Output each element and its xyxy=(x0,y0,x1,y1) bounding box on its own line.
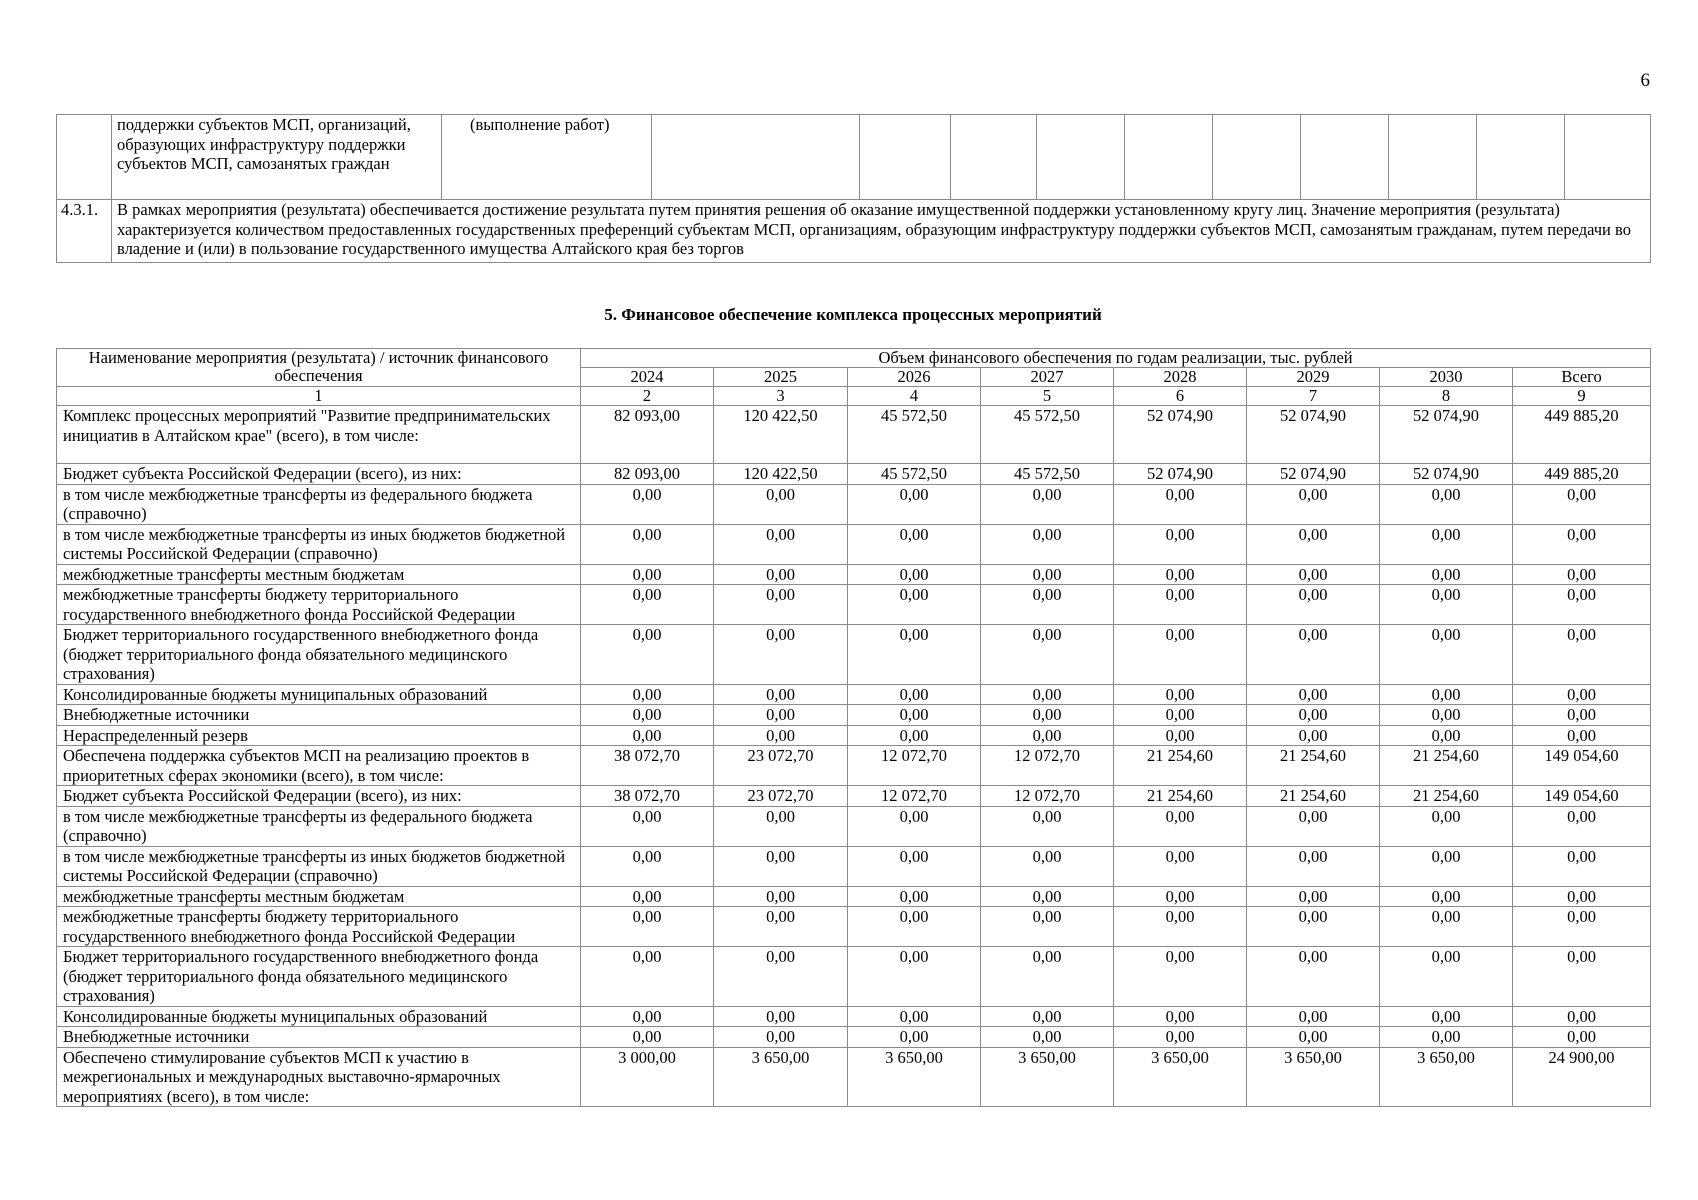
year-value-cell: 0,00 xyxy=(714,484,848,524)
year-value-cell: 0,00 xyxy=(848,725,981,746)
year-header: 2029 xyxy=(1247,368,1380,387)
year-value-cell: 45 572,50 xyxy=(848,406,981,464)
year-value-cell: 0,00 xyxy=(581,585,714,625)
empty-cell xyxy=(1565,115,1651,200)
total-header: Всего xyxy=(1513,368,1651,387)
column-number: 5 xyxy=(981,387,1114,406)
row-number-cell: 4.3.1. xyxy=(57,200,112,263)
year-value-cell: 3 000,00 xyxy=(581,1047,714,1107)
result-name-cell: поддержки субъектов МСП, организаций, образующих инфраструктуру поддержки субъектов МСП, самозанятых граждан xyxy=(112,115,442,200)
year-value-cell: 120 422,50 xyxy=(714,464,848,485)
year-value-cell: 120 422,50 xyxy=(714,406,848,464)
empty-cell xyxy=(1301,115,1389,200)
table-row xyxy=(57,200,1651,263)
total-value-cell: 0,00 xyxy=(1513,886,1651,907)
year-value-cell: 0,00 xyxy=(848,524,981,564)
row-label: Нераспределенный резерв xyxy=(57,725,581,746)
table-row xyxy=(57,585,1651,625)
total-value-cell: 449 885,20 xyxy=(1513,464,1651,485)
table-row xyxy=(57,806,1651,846)
row-label: в том числе межбюджетные трансферты из федерального бюджета (справочно) xyxy=(57,806,581,846)
year-value-cell: 0,00 xyxy=(848,947,981,1007)
year-value-cell: 0,00 xyxy=(1247,886,1380,907)
year-value-cell: 0,00 xyxy=(1247,725,1380,746)
table-row xyxy=(57,947,1651,1007)
year-value-cell: 0,00 xyxy=(1247,705,1380,726)
year-value-cell: 0,00 xyxy=(714,1027,848,1048)
row-label: в том числе межбюджетные трансферты из федерального бюджета (справочно) xyxy=(57,484,581,524)
year-value-cell: 0,00 xyxy=(1380,625,1513,685)
year-header: 2026 xyxy=(848,368,981,387)
year-value-cell: 0,00 xyxy=(1380,907,1513,947)
result-type-cell: (выполнение работ) xyxy=(442,115,652,200)
year-value-cell: 0,00 xyxy=(981,1006,1114,1027)
row-label: Бюджет субъекта Российской Федерации (всего), из них: xyxy=(57,464,581,485)
year-header: 2030 xyxy=(1380,368,1513,387)
row-label: Обеспечено стимулирование субъектов МСП к участию в межрегиональных и международных выставочно-ярмарочных мероприятиях (всего), в том числе: xyxy=(57,1047,581,1107)
year-value-cell: 3 650,00 xyxy=(1114,1047,1247,1107)
total-value-cell: 0,00 xyxy=(1513,947,1651,1007)
year-value-cell: 3 650,00 xyxy=(1247,1047,1380,1107)
year-value-cell: 52 074,90 xyxy=(1247,464,1380,485)
year-value-cell: 0,00 xyxy=(848,1027,981,1048)
row-label: Обеспечена поддержка субъектов МСП на реализацию проектов в приоритетных сферах экономики (всего), в том числе: xyxy=(57,746,581,786)
table-row xyxy=(57,1047,1651,1107)
empty-cell xyxy=(860,115,951,200)
table-row xyxy=(57,564,1651,585)
year-value-cell: 0,00 xyxy=(714,705,848,726)
total-value-cell: 0,00 xyxy=(1513,725,1651,746)
year-value-cell: 23 072,70 xyxy=(714,746,848,786)
year-value-cell: 0,00 xyxy=(1114,907,1247,947)
year-value-cell: 0,00 xyxy=(581,1006,714,1027)
year-value-cell: 0,00 xyxy=(581,1027,714,1048)
year-value-cell: 0,00 xyxy=(581,705,714,726)
year-value-cell: 3 650,00 xyxy=(848,1047,981,1107)
year-value-cell: 0,00 xyxy=(1380,725,1513,746)
column-number: 9 xyxy=(1513,387,1651,406)
year-header: 2028 xyxy=(1114,368,1247,387)
row-label: Бюджет территориального государственного внебюджетного фонда (бюджет территориального фонда обязательного медицинского страхования) xyxy=(57,625,581,685)
year-header: 2027 xyxy=(981,368,1114,387)
table-row xyxy=(57,886,1651,907)
year-value-cell: 0,00 xyxy=(581,846,714,886)
section-title: 5. Финансовое обеспечение комплекса процессных мероприятий xyxy=(604,305,1102,324)
year-value-cell: 0,00 xyxy=(714,907,848,947)
total-value-cell: 0,00 xyxy=(1513,625,1651,685)
year-value-cell: 52 074,90 xyxy=(1114,406,1247,464)
year-value-cell: 0,00 xyxy=(1247,484,1380,524)
year-value-cell: 0,00 xyxy=(581,564,714,585)
year-value-cell: 21 254,60 xyxy=(1114,746,1247,786)
year-value-cell: 0,00 xyxy=(1380,484,1513,524)
total-value-cell: 0,00 xyxy=(1513,484,1651,524)
year-value-cell: 0,00 xyxy=(1114,846,1247,886)
row-label: Внебюджетные источники xyxy=(57,1027,581,1048)
row-label: Комплекс процессных мероприятий "Развитие предпринимательских инициатив в Алтайском крае" (всего), в том числе: xyxy=(57,406,581,464)
year-value-cell: 0,00 xyxy=(848,684,981,705)
year-value-cell: 0,00 xyxy=(981,684,1114,705)
year-value-cell: 0,00 xyxy=(714,886,848,907)
year-value-cell: 52 074,90 xyxy=(1380,464,1513,485)
empty-cell xyxy=(1213,115,1301,200)
total-value-cell: 0,00 xyxy=(1513,705,1651,726)
year-value-cell: 0,00 xyxy=(1247,1027,1380,1048)
year-value-cell: 0,00 xyxy=(981,705,1114,726)
year-value-cell: 45 572,50 xyxy=(981,406,1114,464)
year-value-cell: 0,00 xyxy=(1380,886,1513,907)
year-value-cell: 0,00 xyxy=(1114,1027,1247,1048)
year-value-cell: 0,00 xyxy=(1114,564,1247,585)
year-value-cell: 52 074,90 xyxy=(1380,406,1513,464)
year-value-cell: 38 072,70 xyxy=(581,786,714,807)
year-value-cell: 0,00 xyxy=(981,585,1114,625)
year-value-cell: 0,00 xyxy=(714,585,848,625)
head-name-cell: Наименование мероприятия (результата) / источник финансового обеспечения xyxy=(57,349,581,387)
year-value-cell: 45 572,50 xyxy=(848,464,981,485)
year-value-cell: 52 074,90 xyxy=(1247,406,1380,464)
year-value-cell: 0,00 xyxy=(1247,564,1380,585)
year-value-cell: 0,00 xyxy=(714,625,848,685)
year-value-cell: 0,00 xyxy=(981,524,1114,564)
row-label: Бюджет территориального государственного внебюджетного фонда (бюджет территориального фонда обязательного медицинского страхования) xyxy=(57,947,581,1007)
year-value-cell: 82 093,00 xyxy=(581,464,714,485)
year-value-cell: 0,00 xyxy=(1380,806,1513,846)
year-value-cell: 38 072,70 xyxy=(581,746,714,786)
year-value-cell: 0,00 xyxy=(1380,947,1513,1007)
year-value-cell: 0,00 xyxy=(1114,524,1247,564)
year-value-cell: 0,00 xyxy=(1380,585,1513,625)
year-value-cell: 0,00 xyxy=(1380,1027,1513,1048)
column-number: 4 xyxy=(848,387,981,406)
year-value-cell: 21 254,60 xyxy=(1380,746,1513,786)
empty-cell xyxy=(1389,115,1477,200)
year-value-cell: 52 074,90 xyxy=(1114,464,1247,485)
year-value-cell: 0,00 xyxy=(714,524,848,564)
year-value-cell: 0,00 xyxy=(581,886,714,907)
year-value-cell: 0,00 xyxy=(1247,806,1380,846)
year-value-cell: 0,00 xyxy=(848,705,981,726)
year-value-cell: 0,00 xyxy=(714,1006,848,1027)
year-header: 2024 xyxy=(581,368,714,387)
row-label: межбюджетные трансферты бюджету территориального государственного внебюджетного фонда Российской Федерации xyxy=(57,585,581,625)
page-number: 6 xyxy=(1640,70,1650,91)
year-value-cell: 21 254,60 xyxy=(1247,786,1380,807)
row-label: в том числе межбюджетные трансферты из иных бюджетов бюджетной системы Российской Федерации (справочно) xyxy=(57,524,581,564)
year-value-cell: 0,00 xyxy=(848,907,981,947)
result-description-table xyxy=(56,114,1651,263)
row-label: Бюджет субъекта Российской Федерации (всего), из них: xyxy=(57,786,581,807)
year-value-cell: 0,00 xyxy=(1114,484,1247,524)
empty-cell xyxy=(1125,115,1213,200)
financing-table xyxy=(56,348,1651,1107)
year-value-cell: 45 572,50 xyxy=(981,464,1114,485)
header-row xyxy=(57,349,1651,368)
year-value-cell: 0,00 xyxy=(1114,725,1247,746)
table-row xyxy=(57,746,1651,786)
total-value-cell: 0,00 xyxy=(1513,1006,1651,1027)
empty-cell xyxy=(1037,115,1125,200)
year-value-cell: 0,00 xyxy=(848,1006,981,1027)
year-value-cell: 0,00 xyxy=(581,484,714,524)
year-value-cell: 0,00 xyxy=(981,725,1114,746)
year-value-cell: 0,00 xyxy=(1114,806,1247,846)
column-number-row xyxy=(57,387,1651,406)
column-number: 8 xyxy=(1380,387,1513,406)
year-value-cell: 0,00 xyxy=(981,484,1114,524)
year-value-cell: 0,00 xyxy=(581,907,714,947)
year-value-cell: 0,00 xyxy=(981,564,1114,585)
row-label: Внебюджетные источники xyxy=(57,705,581,726)
empty-cell xyxy=(652,115,860,200)
total-value-cell: 0,00 xyxy=(1513,684,1651,705)
year-value-cell: 0,00 xyxy=(714,806,848,846)
year-value-cell: 0,00 xyxy=(1247,907,1380,947)
year-value-cell: 0,00 xyxy=(1114,585,1247,625)
total-value-cell: 0,00 xyxy=(1513,806,1651,846)
year-value-cell: 0,00 xyxy=(1380,524,1513,564)
total-value-cell: 0,00 xyxy=(1513,907,1651,947)
year-value-cell: 12 072,70 xyxy=(981,746,1114,786)
result-description-cell: В рамках мероприятия (результата) обеспечивается достижение результата путем принятия решения об оказание имущественной поддержки установленному кругу лиц. Значение мероприятия (результата) характеризуется количеством предоставленных государственных преференций субъектам МСП, организациям, образующим инфраструктуру поддержки субъектов МСП, самозанятым гражданам, путем передачи во владение и (или) в пользование государственного имущества Алтайского края без торгов xyxy=(112,200,1651,263)
year-value-cell: 0,00 xyxy=(1247,625,1380,685)
table-row xyxy=(57,684,1651,705)
column-number: 7 xyxy=(1247,387,1380,406)
year-value-cell: 0,00 xyxy=(714,564,848,585)
year-value-cell: 0,00 xyxy=(1114,705,1247,726)
column-number: 3 xyxy=(714,387,848,406)
table-row xyxy=(57,705,1651,726)
year-value-cell: 0,00 xyxy=(714,846,848,886)
table-row xyxy=(57,406,1651,464)
year-value-cell: 0,00 xyxy=(981,1027,1114,1048)
year-value-cell: 3 650,00 xyxy=(981,1047,1114,1107)
row-label: Консолидированные бюджеты муниципальных образований xyxy=(57,1006,581,1027)
year-header: 2025 xyxy=(714,368,848,387)
table-row xyxy=(57,786,1651,807)
year-value-cell: 0,00 xyxy=(1247,585,1380,625)
year-value-cell: 0,00 xyxy=(1247,524,1380,564)
year-value-cell: 21 254,60 xyxy=(1380,786,1513,807)
column-number: 2 xyxy=(581,387,714,406)
year-value-cell: 0,00 xyxy=(1247,947,1380,1007)
year-value-cell: 12 072,70 xyxy=(848,746,981,786)
total-value-cell: 0,00 xyxy=(1513,585,1651,625)
year-value-cell: 0,00 xyxy=(981,947,1114,1007)
year-value-cell: 0,00 xyxy=(848,625,981,685)
total-value-cell: 0,00 xyxy=(1513,524,1651,564)
year-value-cell: 0,00 xyxy=(581,625,714,685)
row-label: межбюджетные трансферты бюджету территориального государственного внебюджетного фонда Российской Федерации xyxy=(57,907,581,947)
total-value-cell: 0,00 xyxy=(1513,564,1651,585)
table-row xyxy=(57,115,1651,200)
total-value-cell: 24 900,00 xyxy=(1513,1047,1651,1107)
total-value-cell: 0,00 xyxy=(1513,846,1651,886)
table-row xyxy=(57,1006,1651,1027)
year-value-cell: 0,00 xyxy=(581,524,714,564)
year-value-cell: 0,00 xyxy=(848,846,981,886)
year-value-cell: 0,00 xyxy=(981,625,1114,685)
year-value-cell: 0,00 xyxy=(1247,846,1380,886)
year-value-cell: 3 650,00 xyxy=(714,1047,848,1107)
year-value-cell: 0,00 xyxy=(714,684,848,705)
row-label: межбюджетные трансферты местным бюджетам xyxy=(57,886,581,907)
year-value-cell: 12 072,70 xyxy=(848,786,981,807)
year-value-cell: 0,00 xyxy=(981,886,1114,907)
table-row xyxy=(57,524,1651,564)
year-value-cell: 0,00 xyxy=(1247,1006,1380,1027)
year-value-cell: 0,00 xyxy=(981,907,1114,947)
year-value-cell: 0,00 xyxy=(714,947,848,1007)
year-value-cell: 12 072,70 xyxy=(981,786,1114,807)
row-number-cell xyxy=(57,115,112,200)
year-value-cell: 0,00 xyxy=(1380,684,1513,705)
year-value-cell: 3 650,00 xyxy=(1380,1047,1513,1107)
row-label: Консолидированные бюджеты муниципальных образований xyxy=(57,684,581,705)
year-value-cell: 21 254,60 xyxy=(1114,786,1247,807)
year-value-cell: 0,00 xyxy=(581,806,714,846)
total-value-cell: 149 054,60 xyxy=(1513,786,1651,807)
year-value-cell: 0,00 xyxy=(848,806,981,846)
year-value-cell: 0,00 xyxy=(1114,684,1247,705)
empty-cell xyxy=(1477,115,1565,200)
table-row xyxy=(57,625,1651,685)
table-row xyxy=(57,1027,1651,1048)
year-value-cell: 0,00 xyxy=(581,947,714,1007)
column-number: 6 xyxy=(1114,387,1247,406)
year-value-cell: 0,00 xyxy=(714,725,848,746)
year-value-cell: 82 093,00 xyxy=(581,406,714,464)
year-value-cell: 0,00 xyxy=(848,886,981,907)
column-number: 1 xyxy=(57,387,581,406)
year-value-cell: 0,00 xyxy=(848,585,981,625)
table-row xyxy=(57,464,1651,485)
row-label: в том числе межбюджетные трансферты из иных бюджетов бюджетной системы Российской Федерации (справочно) xyxy=(57,846,581,886)
year-value-cell: 0,00 xyxy=(1247,684,1380,705)
total-value-cell: 0,00 xyxy=(1513,1027,1651,1048)
year-value-cell: 0,00 xyxy=(1114,947,1247,1007)
year-value-cell: 0,00 xyxy=(1380,846,1513,886)
year-value-cell: 0,00 xyxy=(1114,625,1247,685)
table-row xyxy=(57,907,1651,947)
year-value-cell: 0,00 xyxy=(848,484,981,524)
row-label: межбюджетные трансферты местным бюджетам xyxy=(57,564,581,585)
total-value-cell: 149 054,60 xyxy=(1513,746,1651,786)
year-value-cell: 0,00 xyxy=(581,725,714,746)
year-value-cell: 0,00 xyxy=(1114,1006,1247,1027)
table-row xyxy=(57,725,1651,746)
empty-cell xyxy=(951,115,1037,200)
year-value-cell: 0,00 xyxy=(581,684,714,705)
year-value-cell: 0,00 xyxy=(848,564,981,585)
year-value-cell: 0,00 xyxy=(1380,564,1513,585)
year-value-cell: 0,00 xyxy=(1380,1006,1513,1027)
year-value-cell: 21 254,60 xyxy=(1247,746,1380,786)
year-value-cell: 0,00 xyxy=(1380,705,1513,726)
year-value-cell: 0,00 xyxy=(981,846,1114,886)
year-value-cell: 23 072,70 xyxy=(714,786,848,807)
year-value-cell: 0,00 xyxy=(981,806,1114,846)
table-row xyxy=(57,484,1651,524)
total-value-cell: 449 885,20 xyxy=(1513,406,1651,464)
year-value-cell: 0,00 xyxy=(1114,886,1247,907)
head-volume-cell: Объем финансового обеспечения по годам реализации, тыс. рублей xyxy=(581,349,1651,368)
table-row xyxy=(57,846,1651,886)
